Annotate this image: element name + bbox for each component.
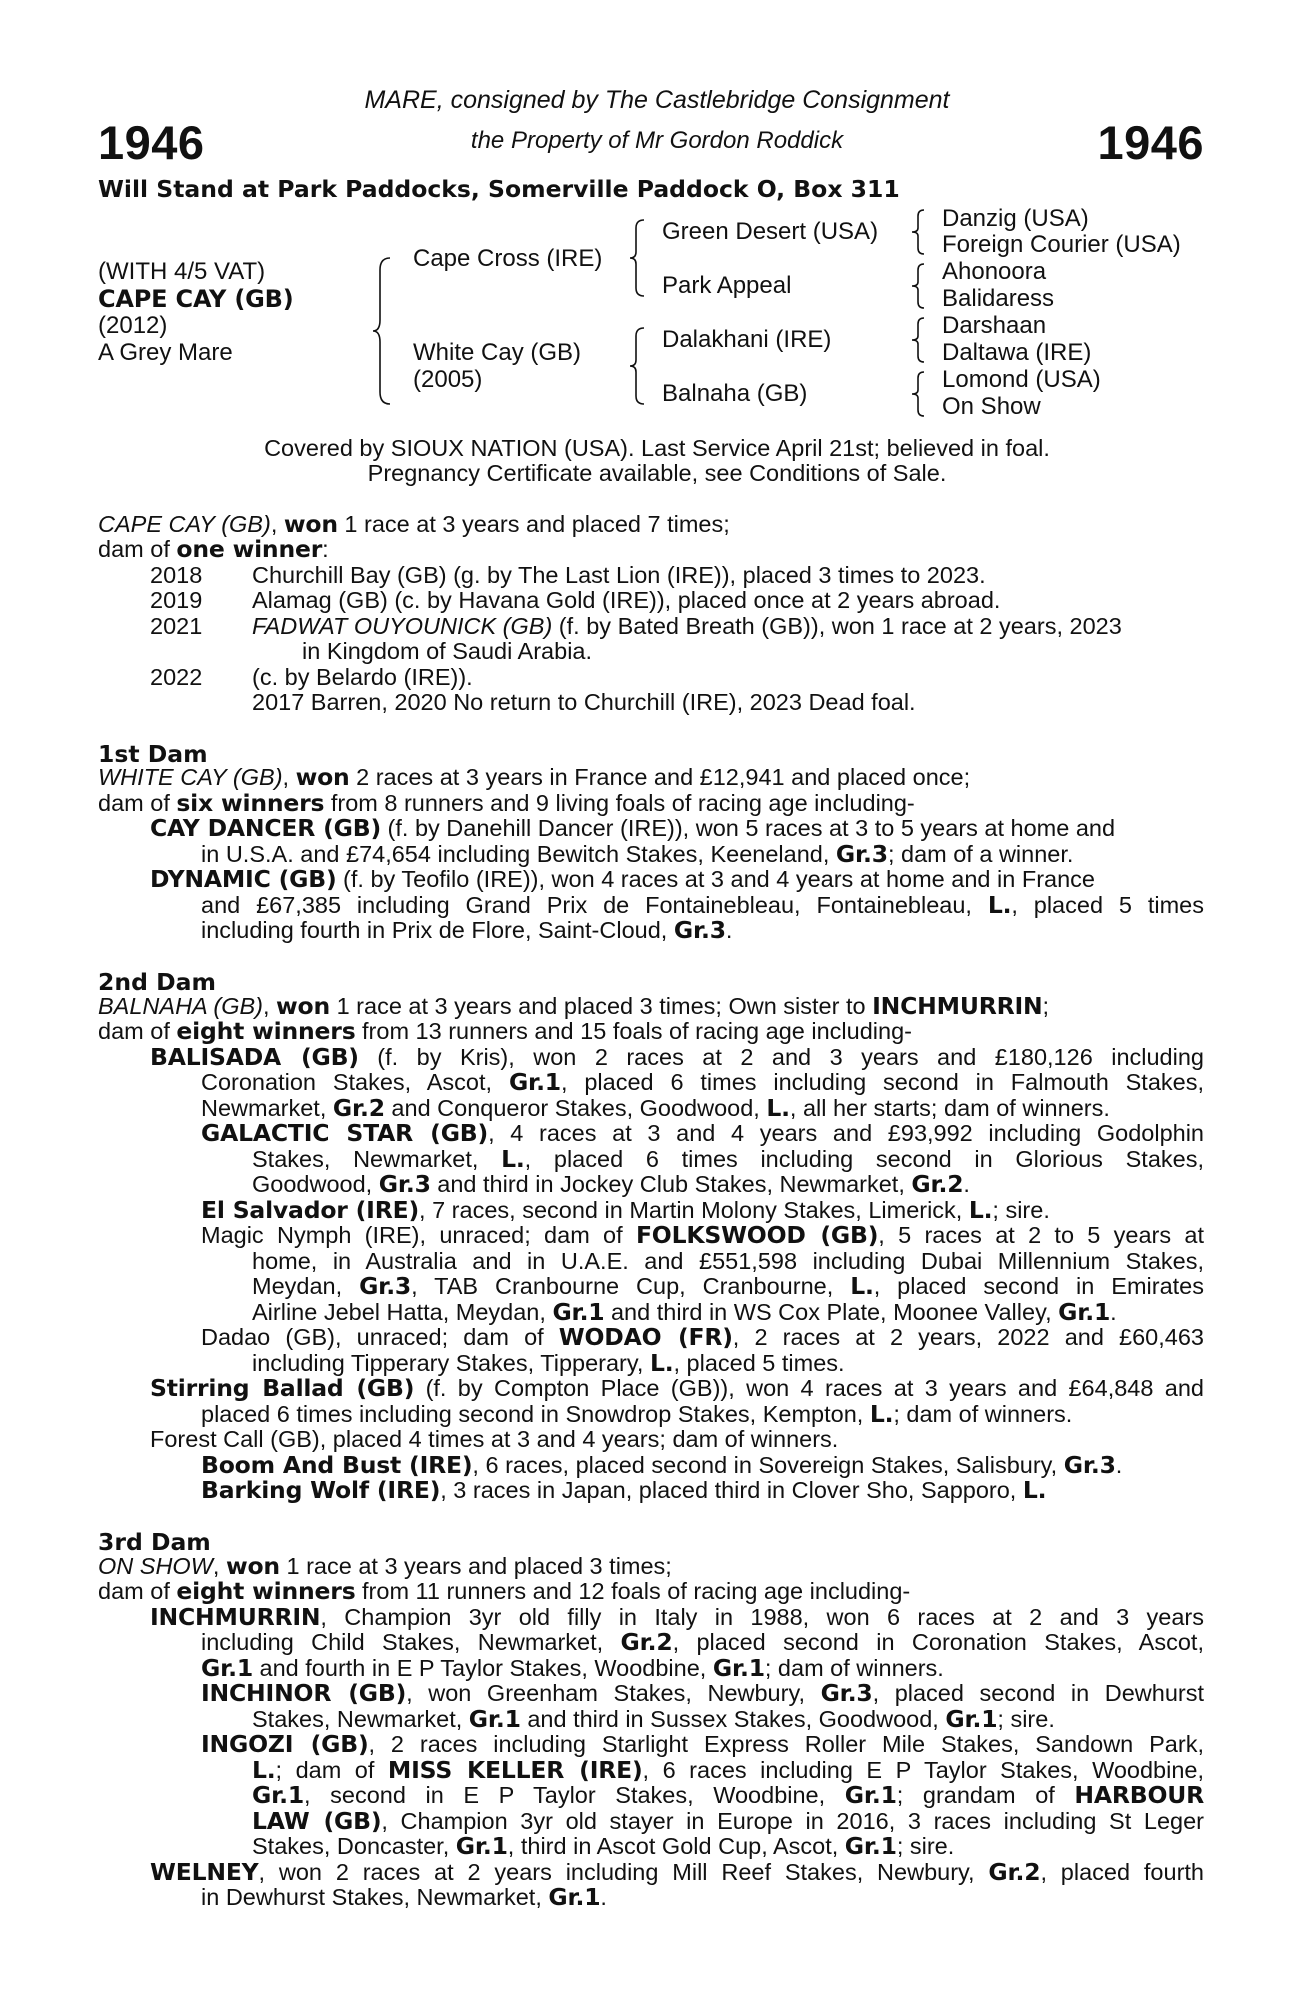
second-dam-summary: BALNAHA (GB), won 1 race at 3 years and placed 3 times; Own sister to INCHMURRIN; <box>98 992 1050 1020</box>
dam-sire: Dalakhani (IRE) <box>662 326 832 353</box>
inchinor-l2: Stakes, Newmarket, Gr.1 and third in Sussex Stakes, Goodwood, Gr.1; sire. <box>252 1705 1055 1733</box>
first-dam-heading: 1st Dam <box>98 740 208 768</box>
inchmurrin-l1: INCHMURRIN, Champion 3yr old filly in Italy in 1988, won 6 races at 2 and 3 years <box>150 1603 1204 1631</box>
foal-year-2021: 2021 <box>150 613 203 639</box>
magic-nymph-l3: Meydan, Gr.3, TAB Cranbourne Cup, Cranbourne, L., placed second in Emirates <box>252 1272 1204 1300</box>
covered-line-2: Pregnancy Certificate available, see Conditions of Sale. <box>367 460 947 486</box>
foal-2022: (c. by Belardo (IRE)). <box>252 664 473 690</box>
cay-dancer-l2: in U.S.A. and £74,654 including Bewitch Stakes, Keeneland, Gr.3; dam of a winner. <box>201 840 1074 868</box>
dam-dam: Balnaha (GB) <box>662 380 808 407</box>
property-line: the Property of Mr Gordon Roddick <box>470 127 844 154</box>
gen3-sds: Ahonoora <box>942 258 1047 285</box>
ingozi-l2: L.; dam of MISS KELLER (IRE), 6 races including E P Taylor Stakes, Woodbine, <box>252 1756 1204 1784</box>
pedigree-brace-ds <box>910 316 928 364</box>
magic-nymph-l1: Magic Nymph (IRE), unraced; dam of FOLKSWOOD (GB), 5 races at 2 to 5 years at <box>201 1221 1204 1249</box>
el-salvador: El Salvador (IRE), 7 races, second in Martin Molony Stakes, Limerick, L.; sire. <box>201 1196 1050 1224</box>
gen3-dds: Lomond (USA) <box>942 366 1101 393</box>
gen3-dss: Darshaan <box>942 312 1047 339</box>
ingozi-l1: INGOZI (GB), 2 races including Starlight Express Roller Mile Stakes, Sandown Park, <box>201 1730 1204 1758</box>
inchinor-l1: INCHINOR (GB), won Greenham Stakes, Newbury, Gr.3, placed second in Dewhurst <box>201 1679 1205 1707</box>
pedigree-brace-dam <box>628 326 648 406</box>
dam: White Cay (GB) <box>413 339 582 366</box>
dadao-l2: including Tipperary Stakes, Tipperary, L., placed 5 times. <box>252 1349 845 1377</box>
stand-line: Will Stand at Park Paddocks, Somerville Paddock O, Box 311 <box>98 175 900 203</box>
third-dam-heading: 3rd Dam <box>98 1528 211 1556</box>
galactic-star-l3: Goodwood, Gr.3 and third in Jockey Club Stakes, Newmarket, Gr.2. <box>252 1170 970 1198</box>
galactic-star-l2: Stakes, Newmarket, L., placed 6 times including second in Glorious Stakes, <box>252 1145 1204 1173</box>
first-dam-summary: WHITE CAY (GB), won 2 races at 3 years in France and £12,941 and placed once; <box>98 763 971 791</box>
sire-sire: Green Desert (USA) <box>662 218 879 245</box>
gen3-sdd: Balidaress <box>942 285 1055 312</box>
horse-description: A Grey Mare <box>98 339 233 366</box>
barren-note: 2017 Barren, 2020 No return to Churchill (IRE), 2023 Dead foal. <box>252 689 916 715</box>
balisada-l2: Coronation Stakes, Ascot, Gr.1, placed 6 times including second in Falmouth Stakes, <box>201 1068 1204 1096</box>
barking-wolf: Barking Wolf (IRE), 3 races in Japan, placed third in Clover Sho, Sapporo, L. <box>201 1476 1047 1504</box>
lot-number-right: 1946 <box>1097 116 1204 169</box>
third-dam-summary: ON SHOW, won 1 race at 3 years and placed 3 times; <box>98 1552 672 1580</box>
ingozi-l5: Stakes, Doncaster, Gr.1, third in Ascot Gold Cup, Ascot, Gr.1; sire. <box>252 1832 955 1860</box>
cay-dancer-l1: CAY DANCER (GB) (f. by Danehill Dancer (IRE)), won 5 races at 3 to 5 years at home and <box>150 814 1116 842</box>
foal-year-2018: 2018 <box>150 562 203 588</box>
dynamic-l1: DYNAMIC (GB) (f. by Teofilo (IRE)), won 4 races at 3 and 4 years at home and in France <box>150 865 1095 893</box>
foal-2019: Alamag (GB) (c. by Havana Gold (IRE)), placed once at 2 years abroad. <box>252 587 1001 613</box>
third-dam-dam-of: dam of eight winners from 11 runners and 12 foals of racing age including- <box>98 1577 911 1605</box>
pedigree-brace-ss <box>910 208 928 256</box>
galactic-star-l1: GALACTIC STAR (GB), 4 races at 3 and 4 years and £93,992 including Godolphin <box>201 1119 1204 1147</box>
magic-nymph-l4: Airline Jebel Hatta, Meydan, Gr.1 and third in WS Cox Plate, Moonee Valley, Gr.1. <box>252 1298 1117 1326</box>
magic-nymph-l2: home, in Australia and in U.A.E. and £551,598 including Dubai Millennium Stakes, <box>252 1248 1204 1274</box>
dam-year: (2005) <box>413 366 483 393</box>
balisada-l3: Newmarket, Gr.2 and Conqueror Stakes, Goodwood, L., all her starts; dam of winners. <box>201 1094 1110 1122</box>
inchmurrin-l2: including Child Stakes, Newmarket, Gr.2, placed second in Coronation Stakes, Ascot, <box>201 1628 1204 1656</box>
dynamic-l2: and £67,385 including Grand Prix de Fontainebleau, Fontainebleau, L., placed 5 times <box>201 891 1204 919</box>
gen3-dsd: Daltawa (IRE) <box>942 339 1092 366</box>
foal-2021-cont: in Kingdom of Saudi Arabia. <box>302 638 593 664</box>
record-dam-of: dam of one winner: <box>98 535 329 563</box>
pedigree-brace-dd <box>910 370 928 418</box>
welney-l2: in Dewhurst Stakes, Newmarket, Gr.1. <box>201 1883 607 1911</box>
covered-line-1: Covered by SIOUX NATION (USA). Last Service April 21st; believed in foal. <box>264 435 1050 461</box>
gen3-ddd: On Show <box>942 393 1041 420</box>
second-dam-dam-of: dam of eight winners from 13 runners and 15 foals of racing age including- <box>98 1017 912 1045</box>
stirring-ballad-l1: Stirring Ballad (GB) (f. by Compton Place (GB)), won 4 races at 3 years and £64,848 and <box>150 1374 1204 1402</box>
pedigree-brace-sd <box>910 262 928 310</box>
pedigree-brace-sire <box>628 218 648 298</box>
horse-name: CAPE CAY (GB) <box>98 285 294 313</box>
foal-2021: FADWAT OUYOUNICK (GB) (f. by Bated Breath (GB)), won 1 race at 2 years, 2023 <box>252 613 1122 639</box>
second-dam-heading: 2nd Dam <box>98 968 216 996</box>
ingozi-l3: Gr.1, second in E P Taylor Stakes, Woodbine, Gr.1; grandam of HARBOUR <box>252 1781 1205 1809</box>
pedigree-brace-main <box>372 256 396 406</box>
lot-number-left: 1946 <box>98 116 205 169</box>
foal-year-2022: 2022 <box>150 664 203 690</box>
dynamic-l3: including fourth in Prix de Flore, Saint-Cloud, Gr.3. <box>201 916 733 944</box>
first-dam-dam-of: dam of six winners from 8 runners and 9 living foals of racing age including- <box>98 789 915 817</box>
gen3-sss: Danzig (USA) <box>942 205 1089 232</box>
boom-and-bust: Boom And Bust (IRE), 6 races, placed second in Sovereign Stakes, Salisbury, Gr.3. <box>201 1451 1123 1479</box>
vat-note: (WITH 4/5 VAT) <box>98 258 266 285</box>
stirring-ballad-l2: placed 6 times including second in Snowdrop Stakes, Kempton, L.; dam of winners. <box>201 1400 1073 1428</box>
inchmurrin-l3: Gr.1 and fourth in E P Taylor Stakes, Woodbine, Gr.1; dam of winners. <box>201 1654 944 1682</box>
record-summary: CAPE CAY (GB), won 1 race at 3 years and placed 7 times; <box>98 510 730 538</box>
sire-dam: Park Appeal <box>662 272 792 299</box>
forest-call: Forest Call (GB), placed 4 times at 3 and 4 years; dam of winners. <box>150 1426 839 1452</box>
balisada-l1: BALISADA (GB) (f. by Kris), won 2 races at 2 and 3 years and £180,126 including <box>150 1043 1204 1071</box>
dadao-l1: Dadao (GB), unraced; dam of WODAO (FR), 2 races at 2 years, 2022 and £60,463 <box>201 1323 1204 1351</box>
horse-year: (2012) <box>98 312 168 339</box>
sire: Cape Cross (IRE) <box>413 245 603 272</box>
consignor-line: MARE, consigned by The Castlebridge Consignment <box>364 86 950 114</box>
ingozi-l4: LAW (GB), Champion 3yr old stayer in Europe in 2016, 3 races including St Leger <box>252 1807 1204 1835</box>
welney-l1: WELNEY, won 2 races at 2 years including Mill Reef Stakes, Newbury, Gr.2, placed fourth <box>150 1858 1204 1886</box>
foal-year-2019: 2019 <box>150 587 203 613</box>
foal-2018: Churchill Bay (GB) (g. by The Last Lion (IRE)), placed 3 times to 2023. <box>252 562 986 588</box>
gen3-ssd: Foreign Courier (USA) <box>942 231 1181 258</box>
